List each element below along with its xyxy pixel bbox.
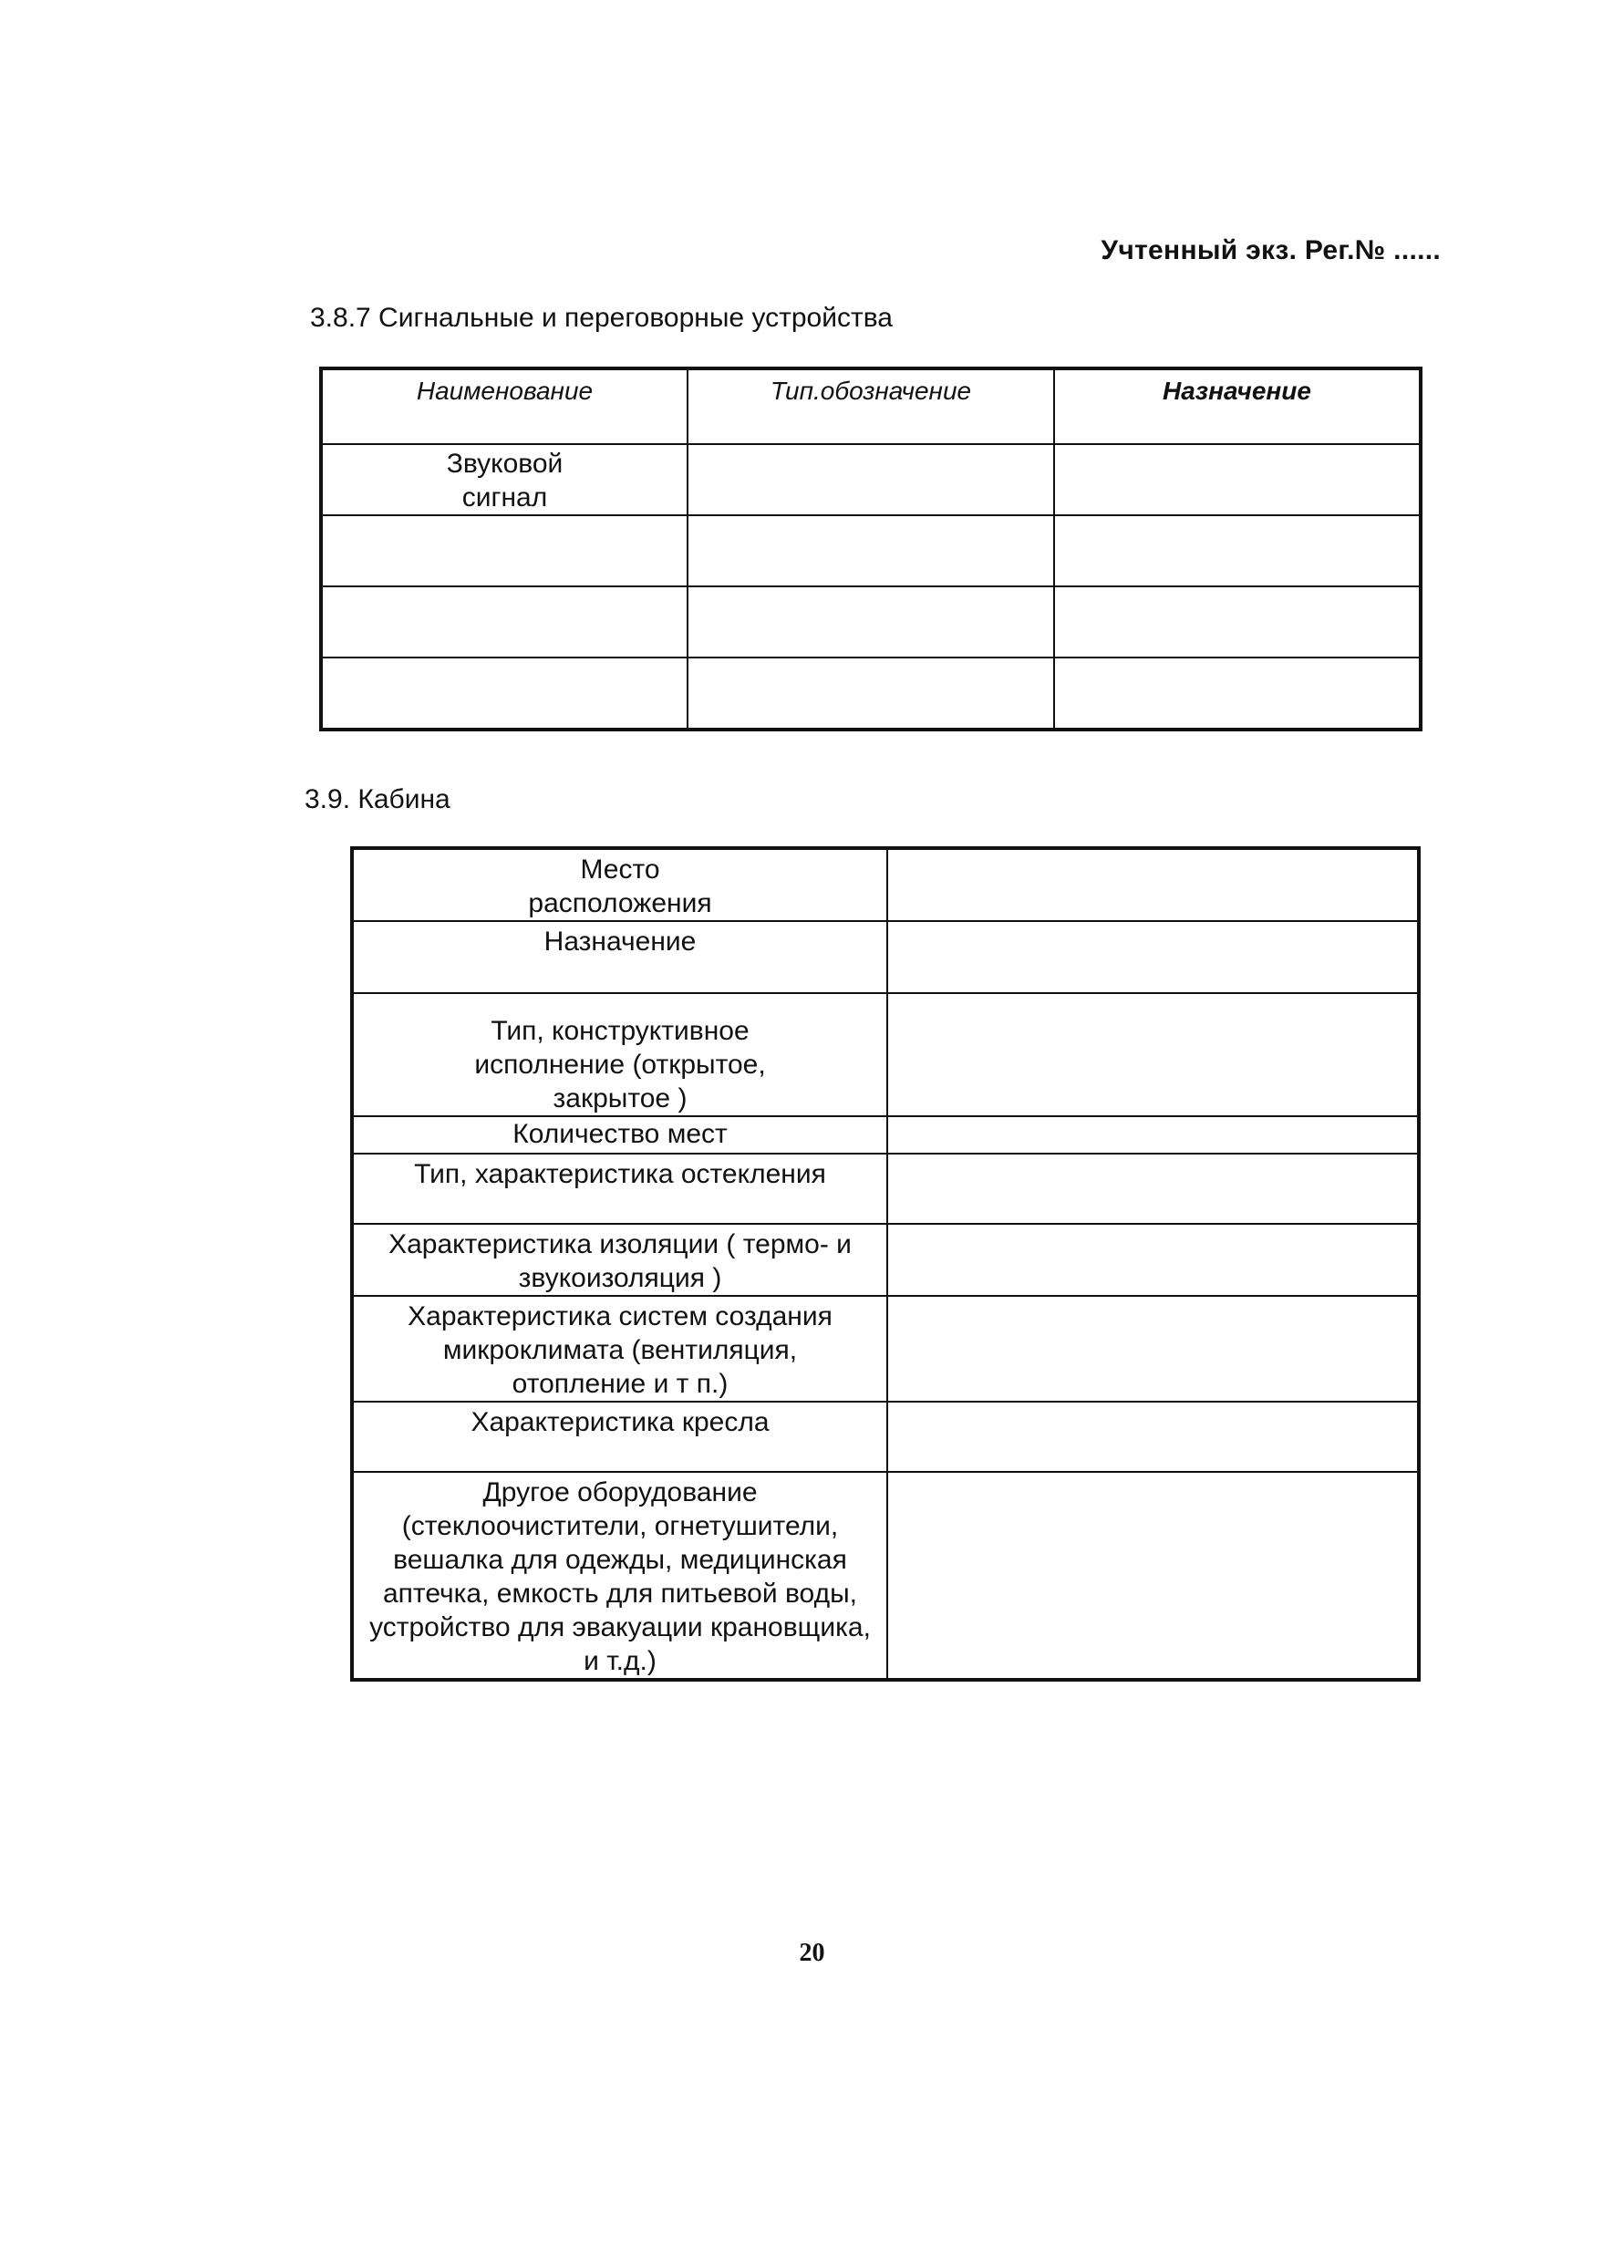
row-label-glazing: Тип, характеристика остекления <box>352 1154 887 1224</box>
table-row <box>352 993 1419 1116</box>
row-value-glazing <box>887 1154 1419 1224</box>
signal-devices-table <box>319 367 1422 731</box>
table-cell <box>688 586 1054 658</box>
column-header-type: Тип.обозначение <box>688 368 1054 444</box>
row-label-climate: Характеристика систем создания микроклимата (вентиляция, отопление и т п.) <box>352 1296 887 1402</box>
table-row <box>321 586 1421 658</box>
row-value-location <box>887 848 1419 921</box>
row-value-purpose <box>887 921 1419 993</box>
table-row <box>321 444 1421 515</box>
table-row <box>352 1472 1419 1680</box>
column-header-purpose: Назначение <box>1054 368 1421 444</box>
table-row <box>352 921 1419 993</box>
row-label-seat: Характеристика кресла <box>352 1402 887 1472</box>
row-value-climate <box>887 1296 1419 1402</box>
table-row <box>321 515 1421 586</box>
section-title-3-8-7: 3.8.7 Сигнальные и переговорные устройства <box>310 303 893 333</box>
table-cell <box>1054 515 1421 586</box>
row-label-type: Тип, конструктивное исполнение (открытое, закрытое ) <box>352 993 887 1116</box>
table-row <box>352 848 1419 921</box>
row-label-seats: Количество мест <box>352 1116 887 1154</box>
table-cell <box>1054 444 1421 515</box>
row-value-type <box>887 993 1419 1116</box>
table-cell <box>321 658 688 730</box>
table-cell <box>1054 658 1421 730</box>
row-label-insulation: Характеристика изоляции ( термо- и звукоизоляция ) <box>352 1224 887 1296</box>
registration-note: Учтенный экз. Рег.№ ...... <box>1101 235 1441 265</box>
cabin-table <box>350 846 1421 1682</box>
table-cell <box>688 515 1054 586</box>
table-row <box>352 1402 1419 1472</box>
table-row <box>352 1154 1419 1224</box>
row-value-insulation <box>887 1224 1419 1296</box>
row-label-location: Место расположения <box>352 848 887 921</box>
table-cell <box>321 515 688 586</box>
row-value-other-equipment <box>887 1472 1419 1680</box>
table-cell <box>321 586 688 658</box>
table-cell <box>688 444 1054 515</box>
column-header-name: Наименование <box>321 368 688 444</box>
table-row <box>352 1224 1419 1296</box>
page-number: 20 <box>799 1939 825 1967</box>
table-cell <box>1054 586 1421 658</box>
section-title-3-9: 3.9. Кабина <box>305 784 450 814</box>
row-label-other-equipment: Другое оборудование (стеклоочистители, огнетушители, вешалка для одежды, медицинская аптечка, емкость для питьевой воды, устройство для эвакуации крановщика, и т.д.) <box>352 1472 887 1680</box>
row-value-seat <box>887 1402 1419 1472</box>
table-cell <box>688 658 1054 730</box>
table-header-row <box>321 368 1421 444</box>
table-row <box>321 658 1421 730</box>
table-cell: Звуковой сигнал <box>321 444 688 515</box>
row-value-seats <box>887 1116 1419 1154</box>
row-label-purpose: Назначение <box>352 921 887 993</box>
table-row <box>352 1296 1419 1402</box>
table-row <box>352 1116 1419 1154</box>
